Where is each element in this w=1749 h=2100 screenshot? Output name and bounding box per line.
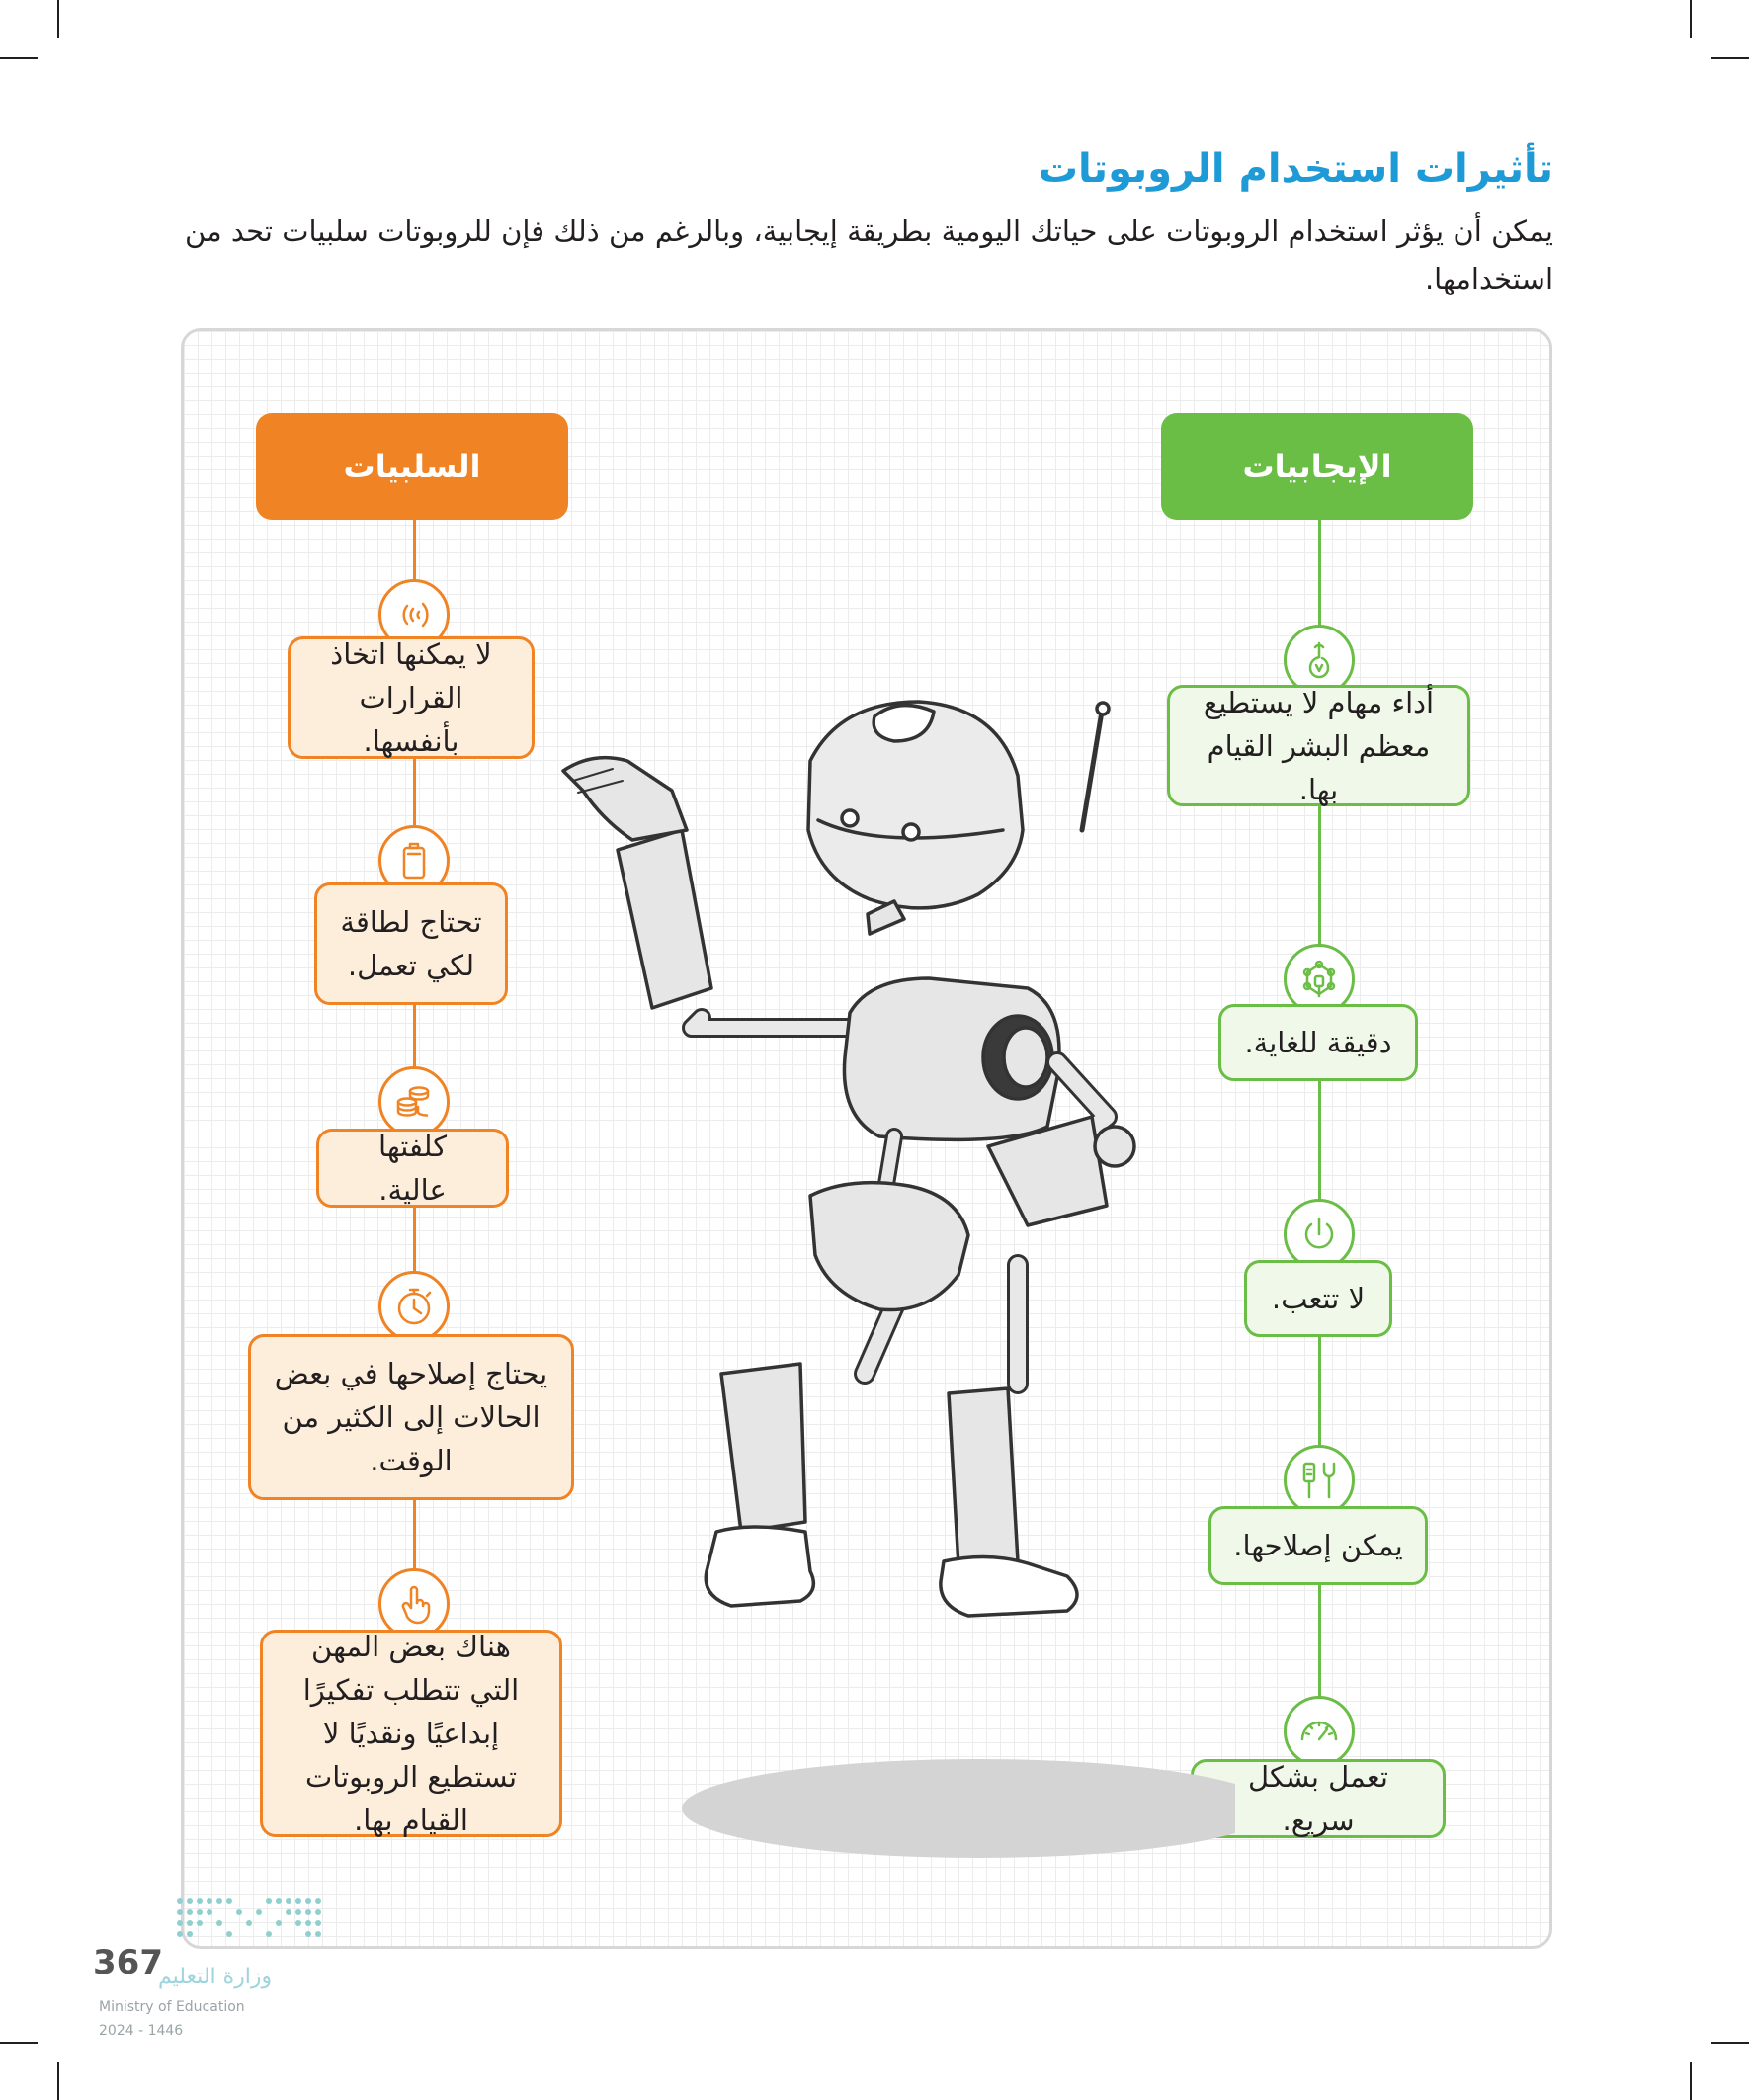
robot-elbow xyxy=(1095,1127,1134,1166)
ministry-name-english: Ministry of Education xyxy=(99,1999,245,2015)
negative-item-box xyxy=(288,636,535,759)
robot-eye xyxy=(842,810,858,826)
robot-shin xyxy=(721,1364,805,1532)
crop-mark xyxy=(1690,2062,1692,2100)
robot-illustration xyxy=(553,682,1235,1917)
positives-header: الإيجابيات xyxy=(1161,413,1473,520)
negative-item-box xyxy=(248,1334,574,1500)
crop-mark xyxy=(1711,57,1749,59)
page-number: 367 xyxy=(93,1943,163,1982)
crop-mark xyxy=(1690,0,1692,38)
positive-item-text: تعمل بشكل سريع. xyxy=(1248,1760,1388,1837)
positive-item-box xyxy=(1208,1506,1428,1585)
negative-item-text: هناك بعض المهن التي تتطلب تفكيرًا إبداعيًا ونقديًا لا تستطيع الروبوتات القيام بها. xyxy=(302,1630,520,1837)
ministry-logo xyxy=(174,1895,324,1941)
crop-mark xyxy=(57,2062,59,2100)
positive-item-text: لا تتعب. xyxy=(1271,1282,1366,1315)
negative-item-text: كلفتها عالية. xyxy=(377,1130,448,1207)
robot-antenna-tip xyxy=(1097,703,1109,714)
clock-icon xyxy=(378,1271,450,1342)
positive-item-text: أداء مهام لا يستطيع معظم البشر القيام بها. xyxy=(1203,685,1435,806)
negative-item-text: يحتاج إصلاحها في بعض الحالات إلى الكثير من الوقت. xyxy=(274,1357,548,1477)
page-title: تأثيرات استخدام الروبوتات xyxy=(1038,146,1553,192)
positive-item-box xyxy=(1244,1260,1392,1337)
crop-mark xyxy=(57,0,59,38)
robot-foot xyxy=(941,1556,1077,1616)
negative-item-text: تحتاج لطاقة لكي تعمل. xyxy=(340,905,482,982)
robot-foot xyxy=(706,1527,813,1606)
robot-shin xyxy=(949,1388,1018,1566)
crop-mark xyxy=(0,2042,38,2044)
positive-item-box xyxy=(1218,1004,1418,1081)
negatives-header: السلبيات xyxy=(256,413,568,520)
negative-item-box xyxy=(314,882,508,1005)
negative-item-text: لا يمكنها اتخاذ القرارات بأنفسها. xyxy=(330,637,492,758)
robot-neck xyxy=(868,901,904,934)
ministry-name-arabic: وزارة التعليم xyxy=(158,1965,273,1989)
robot-hips xyxy=(810,1183,968,1310)
positive-item-text: دقيقة للغاية. xyxy=(1244,1026,1392,1059)
robot-forearm xyxy=(618,830,711,1008)
crop-mark xyxy=(0,57,38,59)
intro-paragraph: يمكن أن يؤثر استخدام الروبوتات على حياتك اليومية بطريقة إيجابية، وبالرغم من ذلك فإن للروبوتات سلبيات تحد من استخدامها. xyxy=(185,214,1553,295)
robot-antenna xyxy=(1082,712,1102,830)
robot-hand xyxy=(563,758,687,840)
positive-item-text: يمكن إصلاحها. xyxy=(1233,1529,1403,1562)
negative-item-box xyxy=(316,1129,509,1208)
ministry-year: 2024 - 1446 xyxy=(99,2023,184,2039)
crop-mark xyxy=(1711,2042,1749,2044)
negative-item-box xyxy=(260,1630,562,1837)
robot-eye xyxy=(903,824,919,840)
robot-shadow xyxy=(682,1759,1235,1858)
